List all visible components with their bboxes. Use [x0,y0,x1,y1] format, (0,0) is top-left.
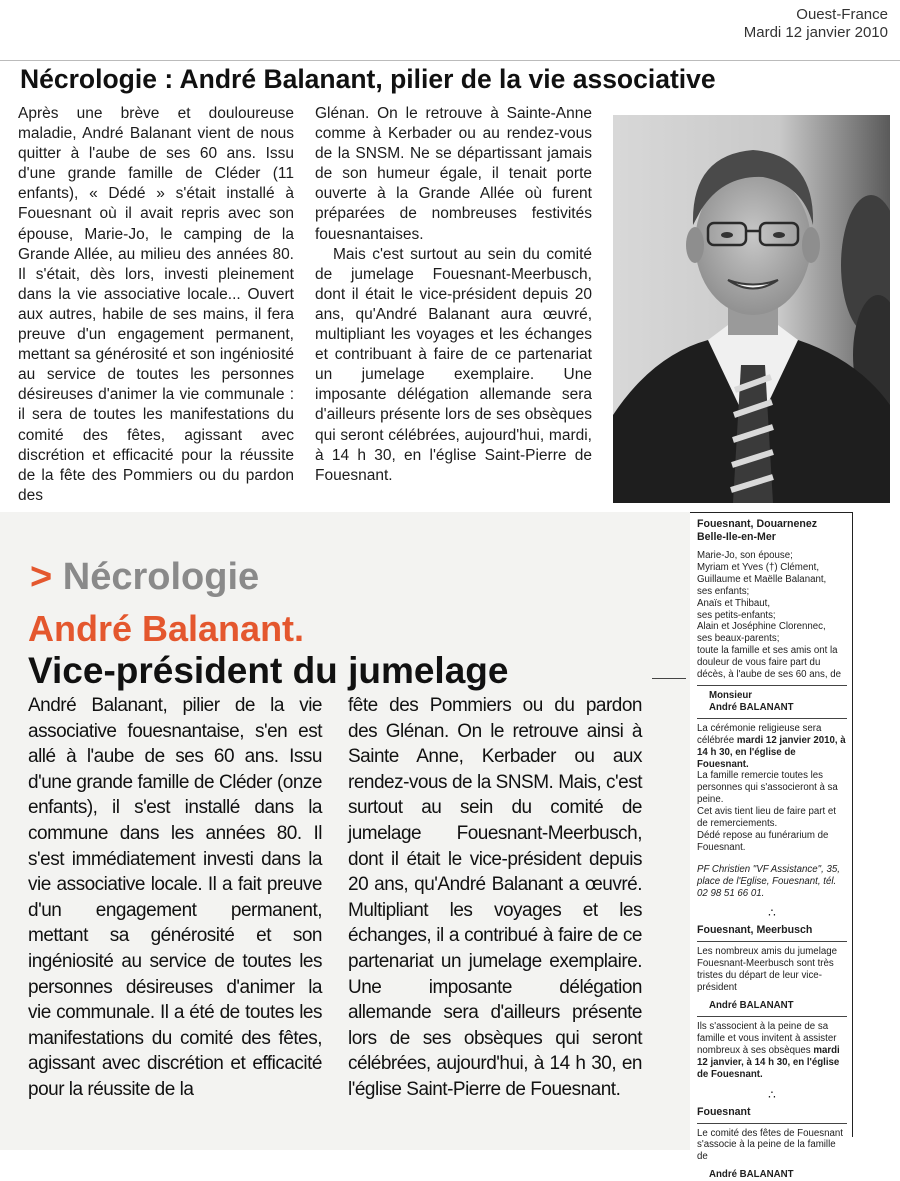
article1-paragraph: Après une brève et douloureuse maladie, André Balanant vient de nous quitter à l'aube de ses 60 ans. Issu d'une grande famille de Cléder (11 enfants), « Dédé » s'était installé à Fouesnant où il avait repris avec son épouse, Marie-Jo, le camping de la Grande Allée, au milieu des années 80. Il s'était, dès lors, investi pleinement dans la vie associative locale... Ouvert aux autres, habile de ses mains, il fera preuve d'un engagement permanent, mettant sa générosité et son ingéniosité au service de toutes les personnes désireuses d'animer la vie communale : il sera de toutes les manifestations du comité des fêtes, agissant avec discrétion et efficacité pour la réussite de la fête des Pommiers ou du pardon des [18,105,294,504]
article1-headline: Nécrologie : André Balanant, pilier de la vie associative [20,64,716,94]
family-line: Alain et Joséphine Clorennec, [697,621,826,633]
article2-kicker [30,556,259,599]
publication-name: Ouest-France [796,6,888,23]
article1-paragraph: Mais c'est surtout au sein du comité de jumelage Fouesnant-Meerbusch, dont il était le vice-président depuis 20 ans, qu'André Balanant aura œuvré, multipliant les voyages et les échanges et contribuant à faire de ce partenariat un jumelage exemplaire. Une imposante délégation allemande sera d'ailleurs présente lors de ses obsèques qui seront célébrées, aujourd'hui, mardi, à 14 h 30, en l'église Saint-Pierre de Fouesnant. [315,245,592,484]
article1-column-2 [315,104,592,486]
notice2-deceased: André BALANANT [709,1000,794,1012]
notice1-location: Fouesnant, Douarnenez Belle-Ile-en-Mer [697,518,818,543]
notice-rule [697,718,847,719]
notice-rule [697,941,847,942]
family-line: ses beaux-parents; [697,633,780,645]
notice2-location: Fouesnant, Meerbusch [697,924,813,937]
notice1-undertaker: PF Christien "VF Assistance", 35, place de l'Eglise, Fouesnant, tél. 02 98 51 66 01. [697,863,840,899]
obituary-column [690,512,853,1181]
column-dash [652,678,686,679]
notice1-thanks: La famille remercie toutes les personnes qui s'associeront à sa peine. [697,770,838,806]
portrait-illustration [613,115,890,503]
chevron-right-icon: > [30,556,53,598]
header-rule [0,60,900,61]
article1-paragraph: Glénan. On le retrouve à Sainte-Anne comme à Kerbader ou au rendez-vous de la SNSM. Ne se départissant jamais de son humeur égale, il tenait porte ouverte à la Grande Allée où furent préparées de nombreuses festivités fouesnantaises. [315,105,592,243]
family-line: Myriam et Yves (†) Clément, [697,561,820,573]
notice1-notice: Cet avis tient lieu de faire part et de remerciements. [697,806,836,830]
family-line: ses enfants; [697,585,750,597]
article2-column-2 [348,693,642,1103]
article2-headline: Vice-président du jumelage [28,650,509,691]
family-line: Marie-Jo, son épouse; [697,550,793,561]
obituary-top-rule [690,512,852,513]
notice2-text2 [697,1021,847,1081]
family-line: ses petits-enfants; [697,609,776,621]
notice3-location: Fouesnant [697,1105,751,1118]
notice1-ceremony-date: mardi 12 janvier 2010, à 14 h 30, en l'église de Fouesnant. [697,734,846,770]
notice1-rest: Dédé repose au funérarium de Fouesnant. [697,829,829,853]
notice2-text2-bold: mardi 12 janvier, à 14 h 30, en l'église de Fouesnant. [697,1044,840,1080]
article2-paragraph: fête des Pommiers ou du pardon des Glénan. On le retrouve ainsi à Sainte Anne, Kerbader ou aux rendez-vous de la SNSM. Mais, c'est surtout au sein du comité de jumelage Fouesnant-Meerbusch, dont il était le vice-président depuis 20 ans, qu'André Balanant a œuvré. Multipliant les voyages et les échanges, il a contribué à faire de ce partenariat un jumelage exemplaire. Une imposante délégation allemande sera d'ailleurs présente lors de ses obsèques qui seront célébrées, aujourd'hui, à 14 h 30, en l'église Saint-Pierre de Fouesnant. [348,695,642,1100]
notice2-text2-plain: Ils s'associent à la peine de sa famille et vous invitent à assister nombreux à ses obsèques [697,1021,837,1056]
notice-rule [697,685,847,686]
obituary-notices [697,518,847,1181]
family-line: Anaïs et Thibaut, [697,597,771,609]
masthead [744,6,888,42]
article2-paragraph: André Balanant, pilier de la vie associative fouesnantaise, s'en est allé à l'aube de ses 60 ans. Issu d'une grande famille de Cléder (onze enfants), il s'est installé dans la commune dans les années 80. Il s'est immédiatement investi dans la vie associative locale. Il a fait preuve d'un engagement permanent, mettant sa générosité et son ingéniosité au service de toutes les personnes désireuses d'animer la vie communale. Il a été de toutes les manifestations du comité des fêtes, agissant avec discrétion et efficacité pour la réussite de la [28,695,322,1100]
article2-column-1 [28,693,322,1103]
notice-rule [697,1016,847,1017]
notice1-ceremony [697,723,847,771]
notice3-deceased: André BALANANT [709,1169,794,1181]
article2-kicker-text: Nécrologie [62,556,260,598]
publication-date: Mardi 12 janvier 2010 [743,24,888,41]
notice2-text: Les nombreux amis du jumelage Fouesnant-Meerbusch sont très tristes du départ de leur vice-président [697,946,838,994]
family-line: toute la famille et ses amis ont la douleur de vous faire part du décès, à l'aube de ses 60 ans, de [697,645,842,681]
notice3-text: Le comité des fêtes de Fouesnant s'associe à la peine de la famille de [697,1127,843,1163]
article2-name: André Balanant. [28,608,305,649]
separator-icon: ∴ [768,1087,776,1102]
separator-icon: ∴ [768,906,776,921]
notice1-title: Monsieur [709,689,753,701]
family-line: Guillaume et Maëlle Balanant, [697,573,827,585]
article1-column-1 [18,104,294,506]
notice-rule [697,1123,847,1124]
notice1-ceremony-text: La cérémonie religieuse sera célébrée [697,722,822,746]
notice1-deceased: André BALANANT [709,701,794,713]
portrait-photo [613,115,890,503]
